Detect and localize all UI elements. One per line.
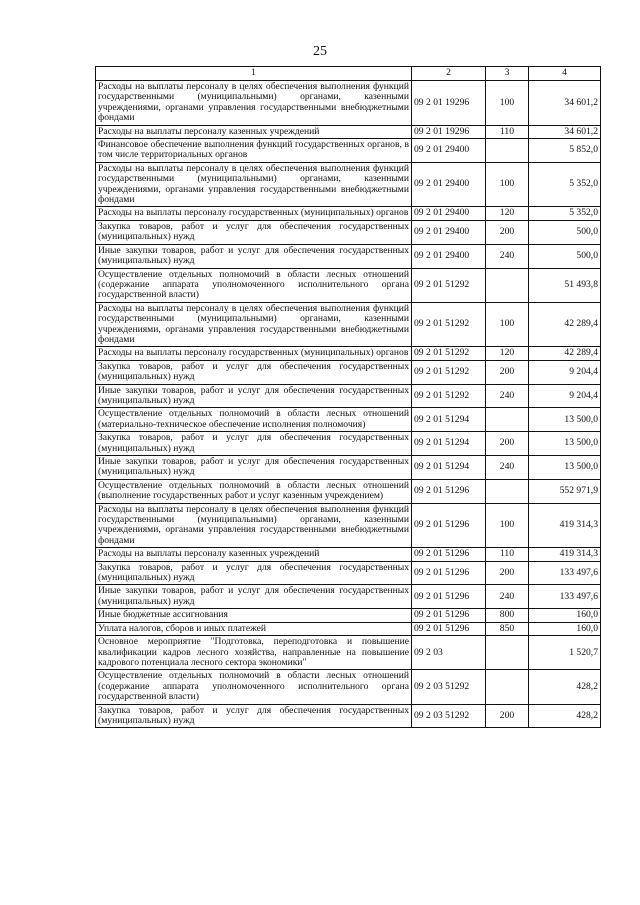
table-row: [96, 548, 601, 561]
target-code-cell: 09 2 01 51296: [412, 561, 486, 585]
table-row: [96, 207, 601, 220]
expense-name-cell: Расходы на выплаты персоналу в целях обеспечения выполнения функций государственными (муниципальными) органами, казенными учреждениями, органами управления государственными внебюджетными фондами: [96, 302, 412, 347]
amount-cell: 419 314,3: [529, 503, 601, 548]
table-row: [96, 479, 601, 503]
expense-name-cell: Закупка товаров, работ и услуг для обеспечения государственных (муниципальных) нужд: [96, 360, 412, 384]
expense-name-cell: Иные бюджетные ассигнования: [96, 609, 412, 622]
table-row: [96, 244, 601, 268]
amount-cell: 9 204,4: [529, 360, 601, 384]
expense-type-cell: 110: [486, 125, 529, 138]
table-row: [96, 622, 601, 635]
expense-type-cell: 100: [486, 162, 529, 207]
table-row: [96, 408, 601, 432]
expense-name-cell: Закупка товаров, работ и услуг для обеспечения государственных (муниципальных) нужд: [96, 432, 412, 456]
expense-type-cell: 240: [486, 456, 529, 480]
target-code-cell: 09 2 01 51292: [412, 302, 486, 347]
amount-cell: 419 314,3: [529, 548, 601, 561]
amount-cell: 42 289,4: [529, 302, 601, 347]
table-row: [96, 670, 601, 704]
expense-type-cell: 120: [486, 347, 529, 360]
expense-name-cell: Осуществление отдельных полномочий в области лесных отношений (материально-техническое обеспечение исполнения полномочия): [96, 408, 412, 432]
table-row: [96, 81, 601, 126]
expense-name-cell: Расходы на выплаты персоналу в целях обеспечения выполнения функций государственными (муниципальными) органами, казенными учреждениями, органами управления государственными внебюджетными фондами: [96, 81, 412, 126]
target-code-cell: 09 2 01 51296: [412, 585, 486, 609]
table-row: [96, 609, 601, 622]
target-code-cell: 09 2 03 51292: [412, 704, 486, 728]
table-row: [96, 360, 601, 384]
page-number: 25: [313, 44, 327, 59]
table-row: [96, 220, 601, 244]
amount-cell: 160,0: [529, 609, 601, 622]
table-row: [96, 162, 601, 207]
target-code-cell: 09 2 01 51294: [412, 408, 486, 432]
expense-name-cell: Основное мероприятие "Подготовка, переподготовка и повышение квалификации кадров лесного хозяйства, направленные на повышение кадрового потенциала лесного сектора экономики": [96, 636, 412, 670]
amount-cell: 552 971,9: [529, 479, 601, 503]
target-code-cell: 09 2 01 29400: [412, 207, 486, 220]
amount-cell: 5 852,0: [529, 139, 601, 163]
amount-cell: 42 289,4: [529, 347, 601, 360]
target-code-cell: 09 2 01 29400: [412, 139, 486, 163]
expense-name-cell: Осуществление отдельных полномочий в области лесных отношений (содержание аппарата уполномоченного исполнительного органа государственной власти): [96, 670, 412, 704]
target-code-cell: 09 2 01 51292: [412, 384, 486, 408]
amount-cell: 13 500,0: [529, 432, 601, 456]
amount-cell: 133 497,6: [529, 585, 601, 609]
expense-type-cell: [486, 636, 529, 670]
expense-type-cell: 100: [486, 503, 529, 548]
table-body: [96, 81, 601, 728]
expense-name-cell: Уплата налогов, сборов и иных платежей: [96, 622, 412, 635]
expense-type-cell: 850: [486, 622, 529, 635]
table-row: [96, 503, 601, 548]
table-row: [96, 268, 601, 302]
amount-cell: 9 204,4: [529, 384, 601, 408]
table-row: [96, 384, 601, 408]
budget-table: [95, 66, 601, 728]
target-code-cell: 09 2 01 51292: [412, 347, 486, 360]
expense-type-cell: [486, 139, 529, 163]
table-row: [96, 432, 601, 456]
expense-name-cell: Закупка товаров, работ и услуг для обеспечения государственных (муниципальных) нужд: [96, 220, 412, 244]
table-row: [96, 561, 601, 585]
table-row: [96, 125, 601, 138]
amount-cell: 13 500,0: [529, 408, 601, 432]
target-code-cell: 09 2 01 29400: [412, 162, 486, 207]
target-code-cell: 09 2 03: [412, 636, 486, 670]
expense-type-cell: 800: [486, 609, 529, 622]
expense-type-cell: 120: [486, 207, 529, 220]
amount-cell: 133 497,6: [529, 561, 601, 585]
target-code-cell: 09 2 01 51296: [412, 609, 486, 622]
expense-type-cell: [486, 479, 529, 503]
expense-type-cell: 100: [486, 302, 529, 347]
column-header-2: 2: [412, 67, 486, 81]
column-header-4: 4: [529, 67, 601, 81]
expense-name-cell: Расходы на выплаты персоналу казенных учреждений: [96, 125, 412, 138]
target-code-cell: 09 2 01 19296: [412, 125, 486, 138]
amount-cell: 500,0: [529, 220, 601, 244]
column-header-1: 1: [96, 67, 412, 81]
table-row: [96, 636, 601, 670]
expense-name-cell: Иные закупки товаров, работ и услуг для обеспечения государственных (муниципальных) нужд: [96, 384, 412, 408]
amount-cell: 13 500,0: [529, 456, 601, 480]
amount-cell: 51 493,8: [529, 268, 601, 302]
table-row: [96, 704, 601, 728]
target-code-cell: 09 2 01 29400: [412, 244, 486, 268]
table-row: [96, 585, 601, 609]
expense-name-cell: Закупка товаров, работ и услуг для обеспечения государственных (муниципальных) нужд: [96, 704, 412, 728]
table-header-row: [96, 67, 601, 81]
expense-type-cell: 240: [486, 244, 529, 268]
target-code-cell: 09 2 01 29400: [412, 220, 486, 244]
amount-cell: 500,0: [529, 244, 601, 268]
expense-name-cell: Расходы на выплаты персоналу государственных (муниципальных) органов: [96, 347, 412, 360]
table-row: [96, 139, 601, 163]
expense-type-cell: 200: [486, 360, 529, 384]
amount-cell: 5 352,0: [529, 162, 601, 207]
target-code-cell: 09 2 01 51294: [412, 432, 486, 456]
target-code-cell: 09 2 01 51296: [412, 548, 486, 561]
amount-cell: 1 520,7: [529, 636, 601, 670]
table-row: [96, 347, 601, 360]
expense-type-cell: 240: [486, 384, 529, 408]
expense-type-cell: 200: [486, 220, 529, 244]
expense-name-cell: Иные закупки товаров, работ и услуг для обеспечения государственных (муниципальных) нужд: [96, 585, 412, 609]
expense-type-cell: [486, 408, 529, 432]
expense-name-cell: Расходы на выплаты персоналу в целях обеспечения выполнения функций государственными (муниципальными) органами, казенными учреждениями, органами управления государственными внебюджетными фондами: [96, 162, 412, 207]
expense-name-cell: Осуществление отдельных полномочий в области лесных отношений (содержание аппарата уполномоченного исполнительного органа государственной власти): [96, 268, 412, 302]
target-code-cell: 09 2 01 51296: [412, 479, 486, 503]
target-code-cell: 09 2 01 51296: [412, 622, 486, 635]
target-code-cell: 09 2 03 51292: [412, 670, 486, 704]
expense-type-cell: 200: [486, 432, 529, 456]
expense-type-cell: 200: [486, 704, 529, 728]
target-code-cell: 09 2 01 51292: [412, 268, 486, 302]
expense-name-cell: Расходы на выплаты персоналу государственных (муниципальных) органов: [96, 207, 412, 220]
table-row: [96, 456, 601, 480]
expense-type-cell: 200: [486, 561, 529, 585]
amount-cell: 34 601,2: [529, 125, 601, 138]
table-row: [96, 302, 601, 347]
target-code-cell: 09 2 01 51296: [412, 503, 486, 548]
expense-name-cell: Расходы на выплаты персоналу в целях обеспечения выполнения функций государственными (муниципальными) органами, казенными учреждениями, органами управления государственными внебюджетными фондами: [96, 503, 412, 548]
target-code-cell: 09 2 01 19296: [412, 81, 486, 126]
expense-name-cell: Расходы на выплаты персоналу казенных учреждений: [96, 548, 412, 561]
expense-name-cell: Закупка товаров, работ и услуг для обеспечения государственных (муниципальных) нужд: [96, 561, 412, 585]
expense-type-cell: [486, 268, 529, 302]
expense-type-cell: 110: [486, 548, 529, 561]
expense-name-cell: Осуществление отдельных полномочий в области лесных отношений (выполнение государственных работ и услуг казенным учреждением): [96, 479, 412, 503]
expense-type-cell: 240: [486, 585, 529, 609]
expense-type-cell: 100: [486, 81, 529, 126]
amount-cell: 428,2: [529, 670, 601, 704]
amount-cell: 428,2: [529, 704, 601, 728]
expense-name-cell: Финансовое обеспечение выполнения функций государственных органов, в том числе территориальных органов: [96, 139, 412, 163]
expense-name-cell: Иные закупки товаров, работ и услуг для обеспечения государственных (муниципальных) нужд: [96, 244, 412, 268]
target-code-cell: 09 2 01 51292: [412, 360, 486, 384]
amount-cell: 5 352,0: [529, 207, 601, 220]
expense-type-cell: [486, 670, 529, 704]
amount-cell: 160,0: [529, 622, 601, 635]
expense-name-cell: Иные закупки товаров, работ и услуг для обеспечения государственных (муниципальных) нужд: [96, 456, 412, 480]
amount-cell: 34 601,2: [529, 81, 601, 126]
column-header-3: 3: [486, 67, 529, 81]
target-code-cell: 09 2 01 51294: [412, 456, 486, 480]
